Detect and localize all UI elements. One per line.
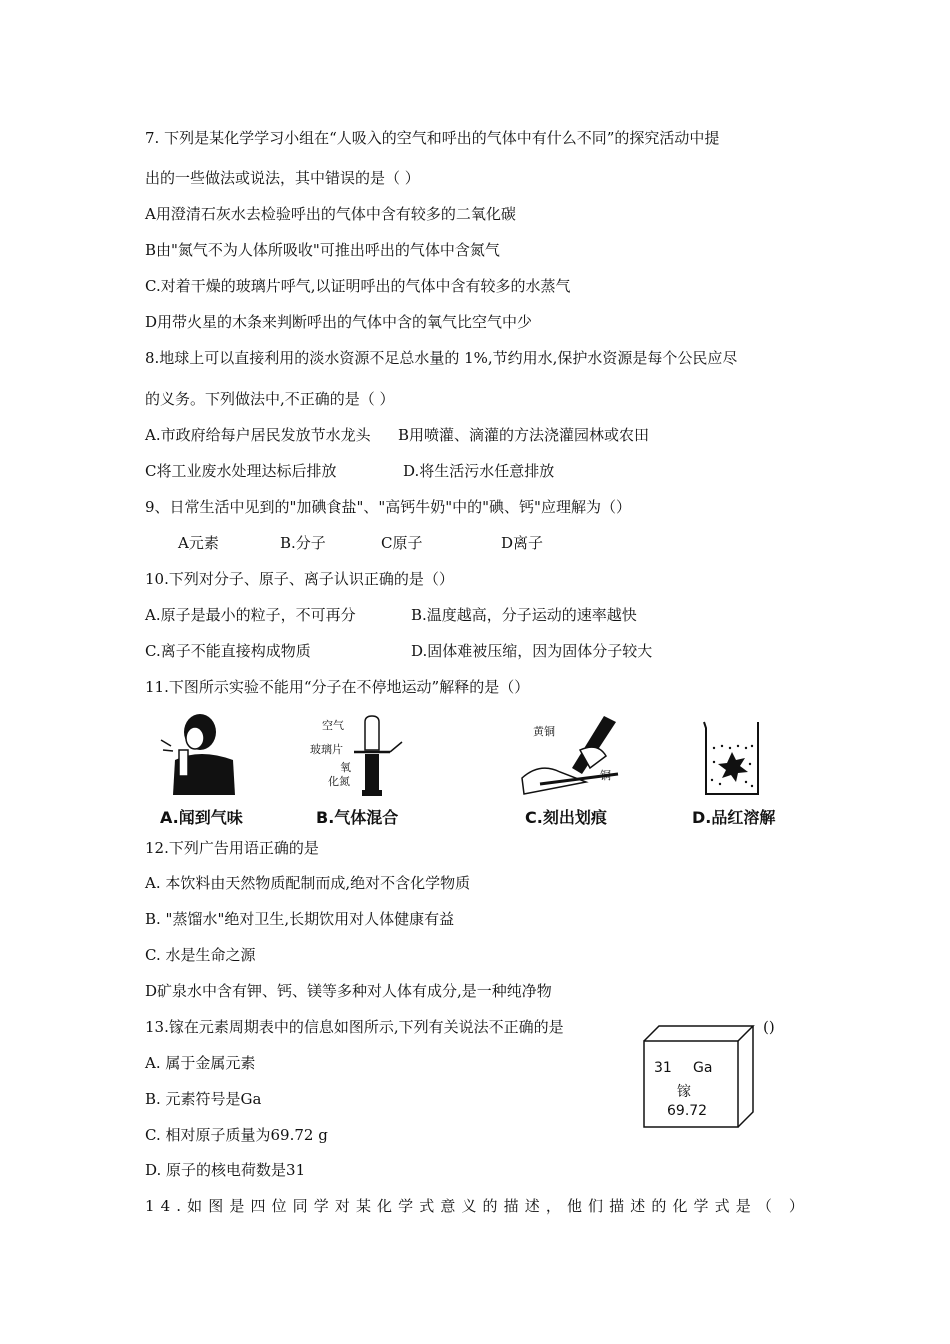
gallium-name: 镓 bbox=[677, 1084, 691, 1100]
q8-option-d: D.将生活污水任意排放 bbox=[403, 462, 555, 480]
beaker-icon bbox=[700, 718, 766, 798]
fig-d-caption: D.品红溶解 bbox=[692, 808, 776, 827]
q10-option-c: C.离子不能直接构成物质 bbox=[145, 642, 311, 660]
q9-option-c: C原子 bbox=[381, 534, 423, 552]
gallium-atomic-number: 31 bbox=[654, 1060, 672, 1076]
gallium-atomic-mass: 69.72 bbox=[667, 1103, 708, 1119]
q10-option-a: A.原子是最小的粒子，不可再分 bbox=[145, 606, 356, 624]
q8-option-b: B用喷灌、滴灌的方法浇灌园林或农田 bbox=[398, 426, 650, 444]
q9-option-b: B.分子 bbox=[280, 534, 326, 552]
fig-a-caption: A.闻到气味 bbox=[160, 808, 243, 827]
fig-d-dye bbox=[700, 718, 766, 798]
q8-option-a: A.市政府给每户居民发放节水龙头 bbox=[145, 426, 371, 444]
fig-c-label-brass: 黄铜 bbox=[533, 725, 555, 738]
q9-option-d: D离子 bbox=[501, 534, 544, 552]
q10-option-d: D.固体难被压缩，因为固体分子较大 bbox=[411, 642, 653, 660]
fig-b-label-gas1: 氧 bbox=[340, 761, 351, 774]
person-smelling-icon bbox=[155, 710, 250, 795]
fig-b-label-gas2: 化氮 bbox=[328, 775, 350, 788]
fig-b-label-air: 空气 bbox=[322, 719, 344, 732]
gallium-element-card bbox=[643, 1025, 755, 1129]
fig-a-smell bbox=[155, 710, 250, 795]
q9-option-a: A元素 bbox=[178, 534, 219, 552]
fig-b-caption: B.气体混合 bbox=[316, 808, 399, 827]
gallium-symbol: Ga bbox=[693, 1060, 713, 1076]
fig-b-label-glass: 玻璃片 bbox=[310, 743, 343, 756]
q8-option-c: C将工业废水处理达标后排放 bbox=[145, 462, 337, 480]
fig-c-caption: C.刻出划痕 bbox=[525, 808, 607, 827]
q10-option-b: B.温度越高，分子运动的速率越快 bbox=[411, 606, 637, 624]
fig-c-label-copper: 铜 bbox=[600, 769, 611, 782]
